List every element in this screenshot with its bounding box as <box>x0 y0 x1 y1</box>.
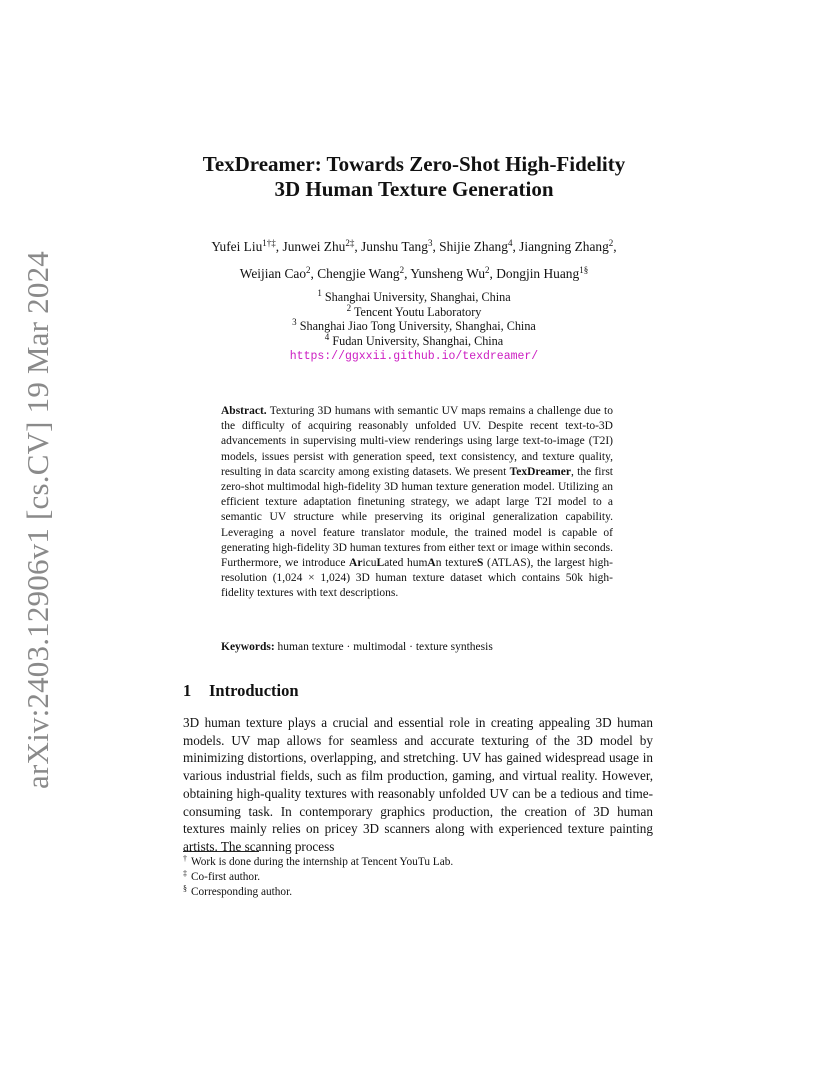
author-separator: , <box>310 266 318 281</box>
author-affil-mark: 1§ <box>579 265 589 275</box>
affiliation-name: Tencent Youtu Laboratory <box>353 304 482 319</box>
author-name: Chengjie Wang <box>317 266 400 281</box>
footnote <box>183 855 653 870</box>
affiliation-list <box>0 290 828 365</box>
project-page-link[interactable]: https://ggxxii.github.io/texdreamer/ <box>289 350 539 364</box>
author-affil-mark: 2 <box>608 238 614 248</box>
dataset-name-bold-part: Ar <box>349 557 363 570</box>
author-affil-mark: 4 <box>507 238 513 248</box>
author-affil-mark: 3 <box>427 238 433 248</box>
footnote-mark: ‡ <box>183 869 187 878</box>
author-separator: , <box>404 266 411 281</box>
abstract-label: Abstract. <box>221 405 267 417</box>
footnote-mark: † <box>183 854 187 863</box>
keywords-text: human texture · multimodal · texture synthesis <box>277 641 493 653</box>
keywords <box>221 640 613 655</box>
author-name: Junwei Zhu <box>282 239 346 254</box>
author-affil-mark: 2 <box>399 265 405 275</box>
author-separator: , <box>512 239 520 254</box>
section-number: 1 <box>183 681 192 700</box>
affiliation-name: Fudan University, Shanghai, China <box>332 333 504 348</box>
dataset-name-part: icu <box>362 557 377 570</box>
abstract-text: (ATLAS), the largest high-resolution (1,024 × 1,024) 3D human texture dataset which contains 50k high-fidelity textures with text descriptions. <box>221 557 613 600</box>
footnote <box>183 870 653 885</box>
author-separator: , <box>275 239 283 254</box>
affiliation-item <box>0 331 828 349</box>
affiliation-number: 2 <box>346 302 352 313</box>
dataset-name-bold-part: A <box>427 557 436 570</box>
author-separator: , <box>489 266 497 281</box>
abstract-text: Texturing 3D humans with semantic UV maps remains a challenge due to the difficulty of acquiring reasonably unfolded UV. Despite recent text-to-3D advancements in supervising multi-view renderings using large text-to-image (T2I) models, issues persist with generation speed, text consistency, and texture quality, resulting in data scarcity among existing datasets. We present <box>221 405 613 478</box>
footnotes <box>183 855 653 900</box>
author-name: Shijie Zhang <box>439 239 508 254</box>
author-affil-mark: 2 <box>306 265 311 275</box>
footnote-text: Co-first author. <box>191 871 261 883</box>
project-link-row <box>0 348 828 365</box>
footnote-text: Work is done during the internship at Tencent YouTu Lab. <box>191 856 454 868</box>
author-line-2 <box>0 260 828 287</box>
author-name: Junshu Tang <box>361 239 428 254</box>
arxiv-identifier: arXiv:2403.12906v1 [cs.CV] 19 Mar 2024 <box>20 251 55 789</box>
introduction-paragraph: 3D human texture plays a crucial and essential role in creating appealing 3D human models. UV map allows for seamless and accurate texturing of the 3D model by minimizing distortions, overlapping, and stretching. UV has gained widespread usage in various industrial fields, such as film production, gaming, and virtual reality. However, obtaining high-quality textures with reasonably unfolded UV can be a tedious and time-consuming task. In contemporary graphics production, the creation of 3D human textures mainly relies on pricey 3D scanners along with experienced texture painting artists. The scanning process <box>183 715 653 854</box>
section-title: Introduction <box>209 681 299 700</box>
author-name: Dongjin Huang <box>496 266 580 281</box>
footnote <box>183 885 653 900</box>
author-name: Yunsheng Wu <box>410 266 486 281</box>
author-name: Yufei Liu <box>211 239 263 254</box>
affiliation-name: Shanghai Jiao Tong University, Shanghai, China <box>299 319 536 334</box>
author-separator: , <box>354 239 362 254</box>
keywords-label: Keywords: <box>221 641 275 653</box>
footnote-divider <box>183 851 259 852</box>
dataset-name-part: n texture <box>435 557 478 570</box>
footnote-mark: § <box>183 884 187 893</box>
affiliation-item <box>0 319 828 334</box>
affiliation-number: 1 <box>317 288 322 298</box>
section-heading-introduction <box>183 681 299 701</box>
author-line-1 <box>0 233 828 260</box>
author-affil-mark: 2 <box>485 265 490 275</box>
affiliation-item <box>0 290 828 305</box>
dataset-name-bold-part: L <box>376 557 385 570</box>
footnote-text: Corresponding author. <box>191 886 293 898</box>
title-line-1: TexDreamer: Towards Zero-Shot High-Fidelity <box>202 152 626 176</box>
author-separator: , <box>432 239 440 254</box>
affiliation-item <box>0 302 828 320</box>
paper-title <box>0 152 828 202</box>
author-affil-mark: 1†‡ <box>262 238 276 248</box>
dataset-name <box>349 557 483 569</box>
affiliation-name: Shanghai University, Shanghai, China <box>324 290 511 304</box>
affiliation-number: 4 <box>324 331 330 342</box>
author-list <box>0 233 828 287</box>
author-separator: , <box>613 239 617 254</box>
dataset-name-bold-part: S <box>477 557 484 570</box>
abstract-text: , the first zero-shot multimodal high-fidelity 3D human texture generation model. Utilizing an efficient texture adaptation finetuning strategy, we adapt large T2I model to a semantic UV structure while preserving its original generalization capability. Leveraging a novel feature translator module, the trained model is capable of generating high-fidelity 3D human textures from either text or image within seconds. Furthermore, we introduce <box>221 465 613 570</box>
model-name: TexDreamer <box>509 465 571 478</box>
author-name: Weijian Cao <box>239 266 307 281</box>
dataset-name-part: ated hum <box>384 557 428 570</box>
author-name: Jiangning Zhang <box>519 239 609 254</box>
abstract <box>221 404 613 602</box>
affiliation-number: 3 <box>292 317 297 328</box>
author-affil-mark: 2‡ <box>345 238 355 248</box>
title-line-2: 3D Human Texture Generation <box>274 177 554 201</box>
